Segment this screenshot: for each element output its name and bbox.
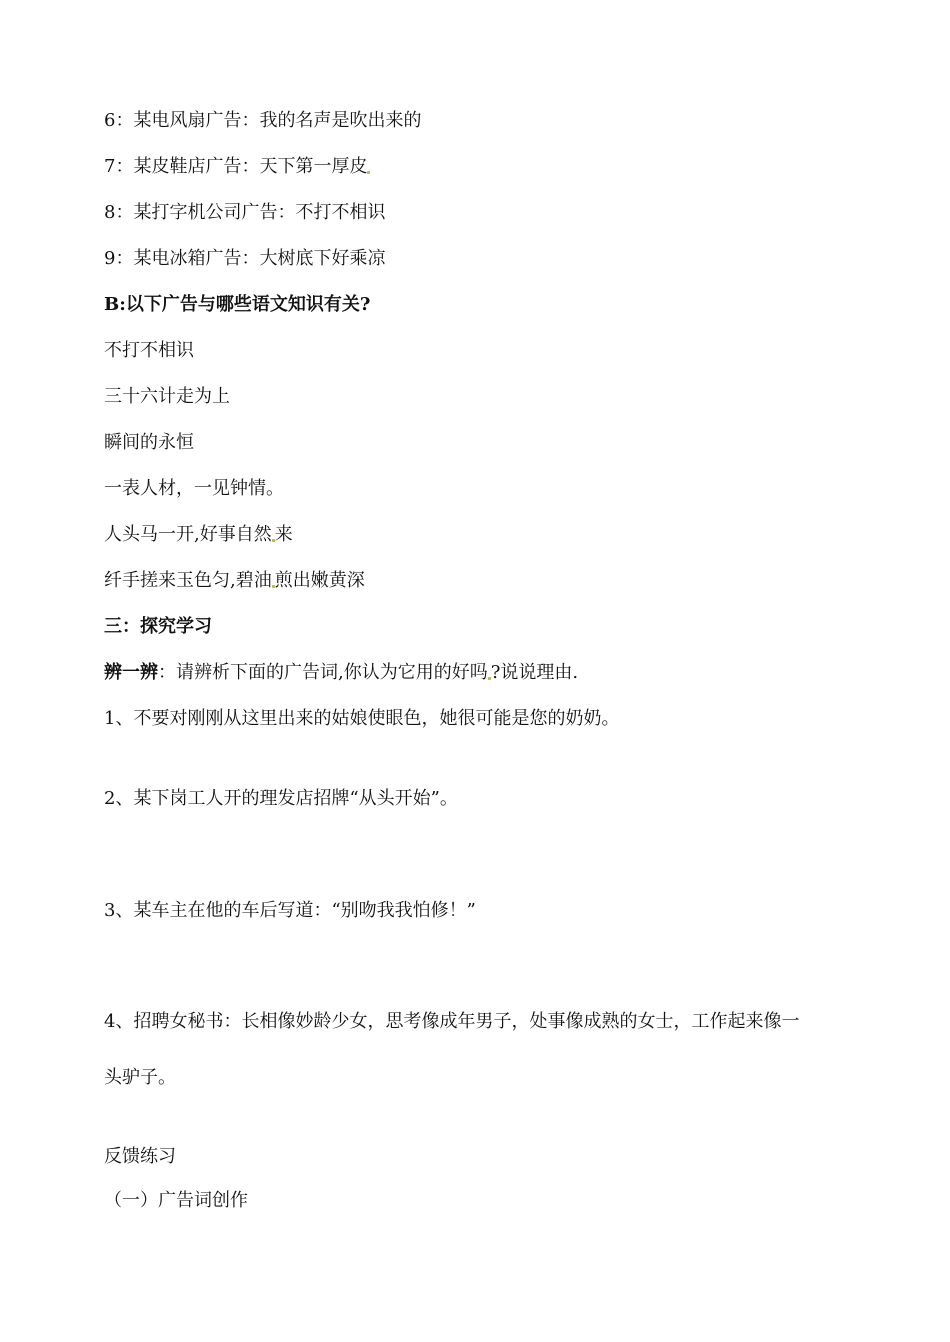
section-b-item: 不打不相识	[104, 340, 194, 361]
prompt-end: ?说说理由.	[490, 662, 579, 683]
ad-example-6	[104, 109, 421, 133]
ad-example-number: 9：	[104, 248, 134, 269]
section-b-item	[104, 569, 365, 593]
section-b-item-part: 纤手搓来玉色匀,碧油	[104, 570, 272, 591]
question-1: 1、不要对刚刚从这里出来的姑娘使眼色，她很可能是您的奶奶。	[104, 708, 620, 729]
ad-example-number: 7：	[104, 156, 134, 177]
section-three-prompt	[104, 661, 578, 685]
section-b-item-part: 来	[274, 524, 293, 545]
ad-example-8	[104, 201, 385, 225]
feedback-title: 反馈练习	[104, 1146, 176, 1167]
ad-example-number: 8：	[104, 202, 134, 223]
section-b-item-part: 煎出嫩黄深	[274, 570, 365, 591]
section-three-heading: 三：探究学习	[104, 616, 212, 637]
ad-example-text: 某皮鞋店广告：天下第一厚皮	[133, 156, 368, 177]
ad-example-text: 某电冰箱广告：大树底下好乘凉	[133, 248, 386, 269]
ad-example-number: 6：	[104, 110, 134, 131]
prompt-text: ：请辨析下面的广告词,你认为它用的好吗	[158, 662, 488, 683]
section-b-item: 一表人材，一见钟情。	[104, 478, 284, 499]
ad-example-9	[104, 247, 385, 271]
section-b-item: 瞬间的永恒	[104, 432, 194, 453]
section-b-heading: B:以下广告与哪些语文知识有关?	[104, 294, 371, 315]
prompt-label: 辨一辨	[104, 662, 158, 683]
question-2: 2、某下岗工人开的理发店招牌“从头开始”。	[104, 788, 458, 809]
highlight-dot	[367, 171, 370, 174]
ad-example-7	[104, 155, 370, 179]
ad-example-text: 某打字机公司广告：不打不相识	[133, 202, 386, 223]
section-b-item: 三十六计走为上	[104, 386, 230, 407]
question-3: 3、某车主在他的车后写道：“别吻我我怕修！”	[104, 900, 476, 921]
section-b-item	[104, 523, 293, 547]
feedback-subtitle: （一）广告词创作	[104, 1190, 248, 1211]
question-4-line-1: 4、招聘女秘书：长相像妙龄少女，思考像成年男子，处事像成熟的女士，工作起来像一	[104, 1011, 800, 1032]
question-4-line-2: 头驴子。	[104, 1067, 176, 1088]
ad-example-text: 某电风扇广告：我的名声是吹出来的	[133, 110, 422, 131]
section-b-item-part: 人头马一开,好事自然	[104, 524, 272, 545]
